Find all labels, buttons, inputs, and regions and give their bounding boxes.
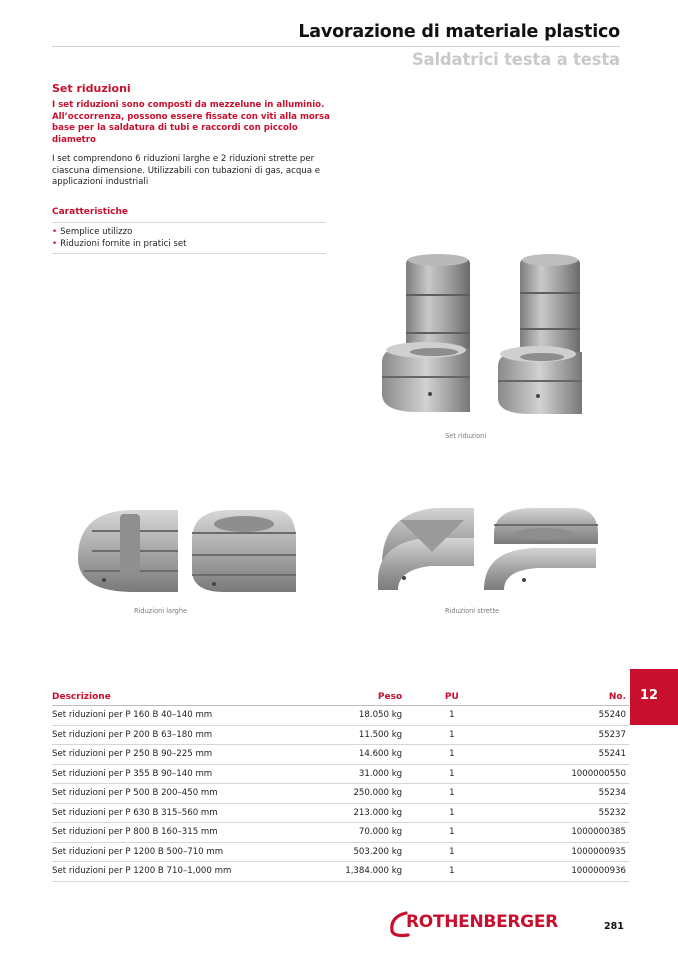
- cell-peso: 14.600 kg: [320, 745, 402, 765]
- cell-no: 55237: [502, 725, 630, 745]
- cell-desc: Set riduzioni per P 250 B 90–225 mm: [52, 745, 320, 765]
- riduzioni-larghe-photo: [74, 500, 304, 604]
- table-row: [52, 706, 629, 726]
- cell-peso: 18.050 kg: [320, 706, 402, 726]
- cell-desc: Set riduzioni per P 1200 B 500–710 mm: [52, 842, 320, 862]
- table-row: [52, 764, 629, 784]
- cell-no: 1000000936: [502, 862, 630, 882]
- section-body: I set comprendono 6 riduzioni larghe e 2 riduzioni strette per ciascuna dimensione. Utilizzabili con tubazioni di gas, acqua e applicazioni industriali: [52, 154, 321, 187]
- page-title: Lavorazione di materiale plastico: [298, 22, 620, 42]
- cell-peso: 70.000 kg: [320, 823, 402, 843]
- cell-desc: Set riduzioni per P 800 B 160–315 mm: [52, 823, 320, 843]
- cell-pu: 1: [402, 764, 501, 784]
- features-list: [52, 227, 187, 250]
- chapter-tab: [630, 669, 678, 725]
- cell-peso: 250.000 kg: [320, 784, 402, 804]
- riduzioni-larghe-caption: Riduzioni larghe: [134, 607, 188, 615]
- chapter-tab-label: 12: [640, 688, 659, 703]
- cell-desc: Set riduzioni per P 1200 B 710–1,000 mm: [52, 862, 320, 882]
- bullet-icon: •: [52, 227, 58, 237]
- features-bottom-divider: [52, 253, 326, 254]
- col-header-no: No.: [502, 688, 630, 706]
- set-riduzioni-caption: Set riduzioni: [445, 432, 487, 440]
- cell-peso: 503.200 kg: [320, 842, 402, 862]
- spec-table: [52, 688, 629, 882]
- riduzioni-strette-photo: [374, 494, 610, 598]
- cell-pu: 1: [402, 706, 501, 726]
- table-row: [52, 784, 629, 804]
- bullet-icon: •: [52, 238, 58, 249]
- cell-pu: 1: [402, 803, 501, 823]
- table-row: [52, 745, 629, 765]
- cell-no: 1000000550: [502, 764, 630, 784]
- page-number: 281: [604, 921, 624, 932]
- table-row: [52, 862, 629, 882]
- cell-peso: 31.000 kg: [320, 764, 402, 784]
- table-row: [52, 803, 629, 823]
- col-header-peso: Peso: [320, 688, 402, 706]
- riduzioni-strette-caption: Riduzioni strette: [445, 607, 500, 615]
- cell-peso: 1,384.000 kg: [320, 862, 402, 882]
- feature-item: • Riduzioni fornite in pratici set: [52, 238, 187, 249]
- cell-desc: Set riduzioni per P 200 B 63–180 mm: [52, 725, 320, 745]
- section-title: Set riduzioni: [52, 82, 131, 95]
- feature-item: • Semplice utilizzo: [52, 227, 133, 237]
- cell-pu: 1: [402, 862, 501, 882]
- cell-no: 55241: [502, 745, 630, 765]
- cell-desc: Set riduzioni per P 500 B 200–450 mm: [52, 784, 320, 804]
- section-lead: I set riduzioni sono composti da mezzelune in alluminio. All’occorrenza, possono essere fissate con viti alla morsa base per la saldatura di tubi e raccordi con piccolo diametro: [52, 100, 330, 145]
- cell-desc: Set riduzioni per P 630 B 315–560 mm: [52, 803, 320, 823]
- cell-peso: 213.000 kg: [320, 803, 402, 823]
- brand-name: ROTHENBERGER: [406, 912, 558, 932]
- header-divider: [52, 46, 620, 47]
- cell-desc: Set riduzioni per P 160 B 40–140 mm: [52, 706, 320, 726]
- cell-pu: 1: [402, 725, 501, 745]
- cell-peso: 11.500 kg: [320, 725, 402, 745]
- cell-pu: 1: [402, 823, 501, 843]
- table-row: [52, 823, 629, 843]
- cell-no: 55234: [502, 784, 630, 804]
- col-header-pu: PU: [402, 688, 501, 706]
- cell-pu: 1: [402, 784, 501, 804]
- features-title: Caratteristiche: [52, 207, 129, 217]
- cell-pu: 1: [402, 745, 501, 765]
- table-row: [52, 725, 629, 745]
- rothenberger-logo: [386, 909, 596, 939]
- features-divider: [52, 222, 326, 223]
- col-header-descrizione: Descrizione: [52, 688, 320, 706]
- cell-pu: 1: [402, 842, 501, 862]
- cell-no: 55232: [502, 803, 630, 823]
- table-header-row: [52, 688, 629, 706]
- set-riduzioni-photo: [370, 244, 610, 444]
- cell-no: 55240: [502, 706, 630, 726]
- page-subtitle: Saldatrici testa a testa: [411, 50, 620, 69]
- table-row: [52, 842, 629, 862]
- cell-no: 1000000935: [502, 842, 630, 862]
- cell-no: 1000000385: [502, 823, 630, 843]
- cell-desc: Set riduzioni per P 355 B 90–140 mm: [52, 764, 320, 784]
